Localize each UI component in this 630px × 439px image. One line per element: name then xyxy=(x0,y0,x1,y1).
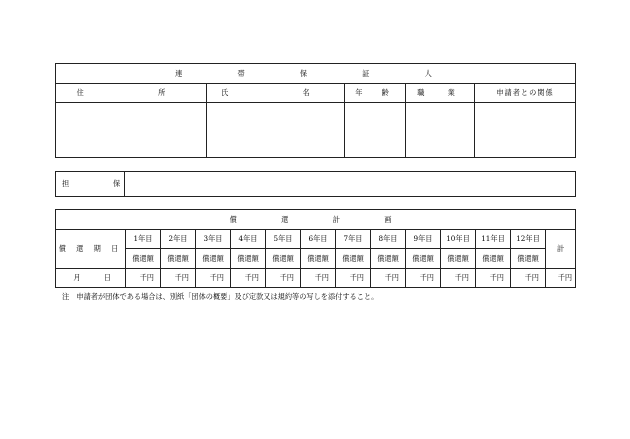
header-address: 住 所 xyxy=(56,84,207,103)
header-relation: 申請者との関係 xyxy=(475,84,576,103)
age-field[interactable] xyxy=(345,103,406,158)
amount-cell[interactable]: 千円 xyxy=(301,269,336,288)
year-header: 12年目 xyxy=(511,230,546,249)
amount-header: 償還額 xyxy=(126,249,161,269)
amount-cell[interactable]: 千円 xyxy=(231,269,266,288)
year-header: 8年目 xyxy=(371,230,406,249)
amount-header: 償還額 xyxy=(511,249,546,269)
amount-cell[interactable]: 千円 xyxy=(441,269,476,288)
total-label: 計 xyxy=(546,230,576,269)
year-header: 10年目 xyxy=(441,230,476,249)
amount-header: 償還額 xyxy=(196,249,231,269)
collateral-table xyxy=(55,171,576,197)
amount-cell[interactable]: 千円 xyxy=(336,269,371,288)
name-field[interactable] xyxy=(207,103,345,158)
amount-cell[interactable]: 千円 xyxy=(196,269,231,288)
amount-cell[interactable]: 千円 xyxy=(371,269,406,288)
amount-cell[interactable]: 千円 xyxy=(476,269,511,288)
header-age: 年 齢 xyxy=(345,84,406,103)
amount-header: 償還額 xyxy=(301,249,336,269)
guarantor-table xyxy=(55,63,576,158)
year-header: 4年目 xyxy=(231,230,266,249)
amount-cell[interactable]: 千円 xyxy=(266,269,301,288)
amount-header: 償還額 xyxy=(476,249,511,269)
collateral-label: 担 保 xyxy=(56,172,125,197)
year-header: 5年目 xyxy=(266,230,301,249)
amount-cell[interactable]: 千円 xyxy=(126,269,161,288)
amount-cell[interactable]: 千円 xyxy=(161,269,196,288)
amount-header: 償還額 xyxy=(371,249,406,269)
year-header: 2年目 xyxy=(161,230,196,249)
amount-header: 償還額 xyxy=(161,249,196,269)
header-occupation: 職 業 xyxy=(406,84,475,103)
year-header: 9年目 xyxy=(406,230,441,249)
guarantor-title: 連 帯 保 証 人 xyxy=(56,64,576,84)
year-header: 11年目 xyxy=(476,230,511,249)
amount-header: 償還額 xyxy=(441,249,476,269)
address-field[interactable] xyxy=(56,103,207,158)
year-header: 3年目 xyxy=(196,230,231,249)
total-amount-cell[interactable]: 千円 xyxy=(546,269,576,288)
collateral-field[interactable] xyxy=(125,172,576,197)
note-text: 注 申請者が団体である場合は、別紙「団体の概要」及び定款又は規約等の写しを添付すること。 xyxy=(62,292,379,301)
repayment-table xyxy=(55,209,576,288)
amount-header: 償還額 xyxy=(406,249,441,269)
amount-header: 償還額 xyxy=(231,249,266,269)
amount-header: 償還額 xyxy=(266,249,301,269)
year-header: 1年目 xyxy=(126,230,161,249)
repayment-period-label: 償 還 期 日 xyxy=(56,230,126,269)
year-header: 6年目 xyxy=(301,230,336,249)
amount-cell[interactable]: 千円 xyxy=(511,269,546,288)
repayment-title: 償 還 計 画 xyxy=(56,210,576,230)
relation-field[interactable] xyxy=(475,103,576,158)
amount-header: 償還額 xyxy=(336,249,371,269)
year-header: 7年目 xyxy=(336,230,371,249)
month-day-label: 月 日 xyxy=(56,269,126,288)
occupation-field[interactable] xyxy=(406,103,475,158)
header-name: 氏 名 xyxy=(207,84,345,103)
amount-cell[interactable]: 千円 xyxy=(406,269,441,288)
